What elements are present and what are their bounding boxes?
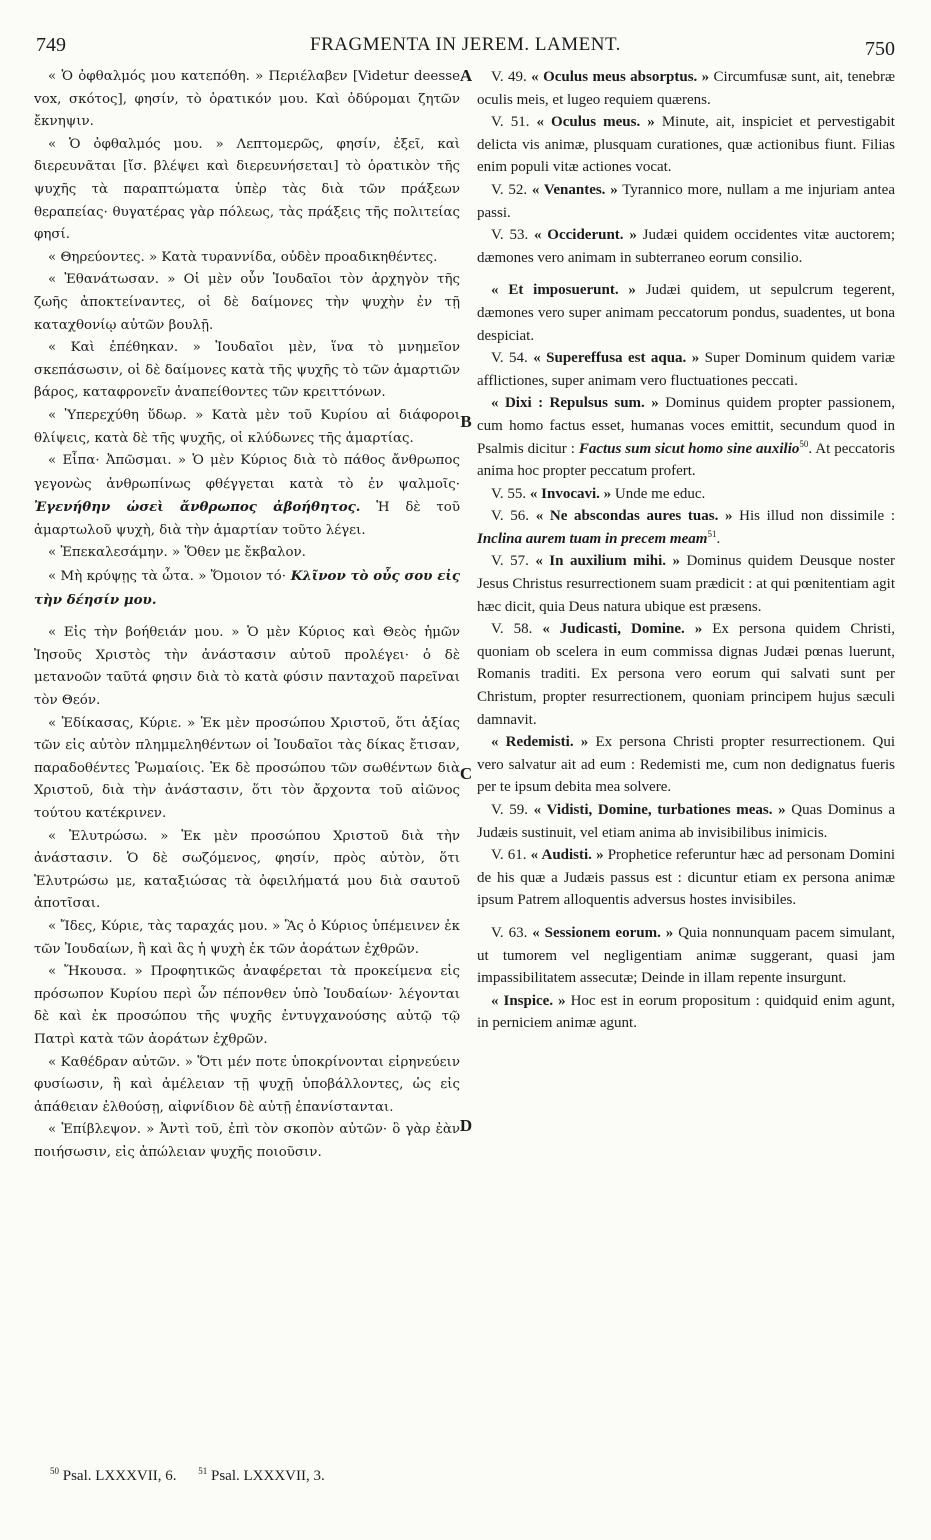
lemma: « Ἐπίβλεψον. » [48,1122,155,1138]
lemma: « In auxilium mihi. » [528,553,680,570]
lemma: « Ὁ ὀφθαλμός μου κατεπόθη. » [48,69,264,84]
paragraph [477,618,895,731]
lemma: « Supereffusa est aqua. » [527,350,700,367]
paragraph [477,990,895,1035]
scripture-citation: Inclina aurem tuam in precem meam [477,530,708,547]
commentary-text: Ὁ μὲν Κύριος διὰ τὸ πάθος ἄνθρωπος γεγονὼς ἀνθρωπίνως φθέγγεται κατὰ τὸ ἐν ψαλμοῖς· [34,453,460,492]
commentary-text: Ἀντὶ τοῦ, ἐπὶ τὸν σκοπὸν αὐτῶν· ὃ γὰρ ἐὰν ποιήσωσιν, εἰς ἀπώλειαν ψυχῆς ποιοῦσιν. [34,1122,461,1160]
verse-number: V. 52. [491,181,528,198]
paragraph [477,550,895,618]
footnote-ref: 51 [707,528,717,539]
section-marker-b: B [460,412,472,431]
lemma: « Occiderunt. » [528,227,637,244]
commentary-text: Ex persona Christi propter resurrectionem. Qui vero salvatur ait ad eum : Redemisti me, cum non dedignatus fueris per te ipsum debita mea solvere. [477,734,896,796]
paragraph [34,1052,460,1120]
lemma: « Καὶ ἐπέθηκαν. » [48,340,201,356]
paragraph [34,269,460,337]
lemma: « Judicasti, Domine. » [532,621,703,638]
paragraph [477,844,895,912]
greek-column [34,66,460,1165]
commentary-text: Tyrannico more, nullam a me injuriam antea passi. [477,181,895,221]
commentary-text: . [716,530,721,547]
commentary-text: Minute, ait, inspiciet et pervestigabit delicta vis animæ, plusquam curationes, quæ actionibus fiunt. Filias enim populi vitæ actiones vocat. [477,114,895,176]
commentary-text: Circumfusæ sunt, ait, tenebræ oculis meis, et lugeo requiem quærens. [477,69,896,108]
commentary-text: Prophetice referuntur hæc ad personam Domini de his quæ a Judæis passus est : dicuntur etiam ex persona animæ ipsum Patrem alloquentis adversus hostes invisibiles. [477,847,895,909]
lemma: « Ὁ ὀφθαλμός μου. » [48,136,224,152]
paragraph [477,279,895,347]
commentary-text: Quia nonnunquam pacem simulant, ut tumorem vel negligentiam animæ suggerant, quasi jam impassibilitatem assecutæ; Deinde in illam repente insurgunt. [477,924,895,987]
commentary-text: Οἱ μὲν οὖν Ἰουδαῖοι τὸν ἀρχηγὸν τῆς ζωῆς ἀποκτείναντες, οἱ δὲ δαίμονες τὴν ψυχὴν ἐν τῇ καταχθονίῳ αὐτῶν βουλῇ. [34,272,460,333]
lemma: « Oculus meus. » [529,114,655,131]
paragraph [477,347,895,392]
paragraph [34,66,460,134]
verse-number: V. 51. [491,114,530,131]
commentary-text: Περιέλαβεν [Videtur deesse vox, σκότος], φησίν, τὸ ὁρατικόν μου. Καὶ ὀδύρομαι ζητῶν ἔκνηψιν. [34,69,460,130]
lemma: « Θηρεύοντες. » [48,249,158,265]
commentary-text: Ἃς ὁ Κύριος ὑπέμεινεν ἐκ τῶν Ἰουδαίων, ἢ καὶ ἃς ἡ ψυχὴ ἐκ τῶν ἀοράτων ἐχθρῶν. [34,918,460,957]
verse-number: V. 63. [491,924,528,941]
lemma: « Audisti. » [526,847,604,864]
lemma: « Ἤκουσα. » [48,964,143,980]
paragraph [477,505,895,550]
lemma: « Ἐπεκαλεσάμην. » [48,545,181,561]
footnote: $^{51}$ Psal. LXXXVII, 3. [198,1466,325,1484]
lemma: « Ἐδίκασας, Κύριε. » [48,715,196,731]
commentary-text: Κατὰ μὲν τοῦ Κυρίου αἱ διάφοροι θλίψεις, κατὰ δὲ τῆς ψυχῆς, οἱ κλύδωνες τῆς ἁμαρτίας. [34,407,460,446]
lemma: « Et imposuerunt. » [491,282,636,299]
lemma: « Εἰς τὴν βοήθειάν μου. » [48,625,240,641]
paragraph [477,922,895,990]
paragraph [477,731,895,799]
paragraph [34,622,460,712]
paragraph [477,483,895,506]
commentary-text: Ἐκ μὲν προσώπου Χριστοῦ διὰ τὴν ἀνάστασιν. Ὁ δὲ σωζόμενος, φησίν, πρὸς αὐτὸν, ὅτι Ἐλυτρώσω με, καταξιώσας τὰ ὀφειλήματά μου διὰ σαυτοῦ ἀποτῖσαι. [34,828,460,912]
page-number-left: 749 [36,34,66,56]
lemma: « Inspice. » [491,992,566,1009]
lemma: « Invocavi. » [526,485,612,502]
section-marker-a: A [459,66,473,85]
paragraph [34,713,460,826]
commentary-text: Ex persona quidem Christi, quoniam ob scelera in eum commissa dignas Judæi pœnas luerunt, Romanis traditi. Ex persona vero eorum qui salvati sunt per Christum, propter resurrectionem, quoniam principem hujus sæculi damnavit. [477,621,895,728]
commentary-text: Ὅμοιον τό· [206,569,286,585]
lemma: « Εἶπα· Ἀπῶσμαι. » [48,453,187,469]
commentary-text: Hoc est in eorum propositum : quidquid enim agunt, in perniciem animæ agunt. [477,992,896,1032]
paragraph [477,111,895,179]
footnote-ref: 50 [799,438,809,449]
verse-number: V. 53. [491,227,529,244]
paragraph [34,916,460,961]
commentary-text: Ἰουδαῖοι μὲν, ἵνα τὸ μνημεῖον σκεπάσωσιν, οἱ δὲ δαίμονες κατὰ τῆς ψυχῆς τὸ τῶν ἁμαρτιῶν βάρος, καταφρονεῖν ἀναπείθοντες τῶν κρειττόνων. [34,340,460,401]
commentary-text: His illud non dissimile : [732,508,895,525]
section-marker-c: C [459,764,473,783]
footnotes [50,1466,343,1485]
lemma: « Ἴδες, Κύριε, τὰς ταραχάς μου. » [48,918,281,934]
page-number-right: 750 [865,38,895,60]
lemma: « Ἐλυτρώσω. » [48,828,169,844]
verse-number: V. 54. [491,350,528,367]
commentary-text: Judæi quidem, ut sepulcrum tegerent, dæmones vero super animam peccatorum pondus, suadentes, ut bona despiciat. [477,282,895,344]
verse-number: V. 58. [491,621,533,638]
lemma: « Καθέδραν αὐτῶν. » [48,1054,193,1070]
running-title: FRAGMENTA IN JEREM. LAMENT. [310,34,621,55]
paragraph [34,961,460,1051]
commentary-text: Dominus quidem propter passionem, cum homo factus esset, humanas voces emittit, secundum quod in Psalmis dicitur : [477,395,896,457]
footnote: $^{50}$ Psal. LXXXVII, 6. [50,1466,177,1484]
verse-number: V. 59. [491,802,529,818]
paragraph [477,799,895,844]
verse-number: V. 61. [491,847,527,864]
latin-column [477,66,895,1035]
commentary-text: Κατὰ τυραννίδα, οὐδὲν προαδικηθέντες. [157,249,438,265]
commentary-text: Super Dominum quidem variæ afflictiones, super animam vero fluctuationes peccati. [477,350,895,389]
commentary-text: Ὁ μὲν Κύριος καὶ Θεὸς ἡμῶν Ἰησοῦς Χριστὸς τὴν ἀνάστασιν αὐτοῦ προλέγει· ὁ δὲ μετανοῶν ταῦτά φησιν διὰ τὸ κατὰ φύσιν πανταχοῦ παρεῖναι τὸν Θεόν. [34,625,460,709]
commentary-text: Ἡ δὲ τοῦ ἁμαρτωλοῦ ψυχὴ, διὰ τὴν ἁμαρτίαν τοῦτο λέγει. [34,500,460,538]
section-marker-d: D [459,1116,473,1135]
paragraph [34,247,460,270]
paragraph [34,134,460,247]
scripture-citation: Ἐγενήθην ὡσεὶ ἄνθρωπος ἀβοήθητος. [34,499,361,516]
commentary-text: Προφητικῶς ἀναφέρεται τὰ προκείμενα εἰς πρόσωπον Κυρίου περὶ ὧν πέπονθεν ὑπὸ Ἰουδαίων· λέγονται δὲ καὶ ἐκ προσώπου τῆς ψυχῆς ἐντυγχανούσης αὐτῷ τῷ Πατρὶ κατὰ τῶν ἀοράτων ἐχθρῶν. [34,964,460,1047]
lemma: « Vidisti, Domine, turbationes meas. » [528,802,786,818]
paragraph [477,392,895,482]
commentary-text: Ὅτι μέν ποτε ὑποκρίνονται εἰρηνεύειν φυσίωσιν, ἢ καὶ ἀμέλειαν τῇ ψυχῇ ὑποβάλλοντες, ὡς εἰς ἀπάθειαν ἐλθούσῃ, αἰφνίδιον δὲ αὐτῇ ἐπανίστανται. [34,1054,460,1115]
commentary-text: Quas Dominus a Judæis sustinuit, vel etiam anima ab invisibilibus inimicis. [477,802,895,841]
lemma: « Redemisti. » [491,734,589,751]
commentary-text: Λεπτομερῶς, φησίν, ἐξεῖ, καὶ διερευνᾶται [ἴσ. βλέψει καὶ διερευνήσεται] τὸ ὁρατικὸν τῆς ψυχῆς τὰ παραπτώματα ὑπὲρ τὰς διὰ τῶν πράξεων θεραπείας· θυγατέρας γὰρ πόλεως, τὰς πράξεις τῆς πολιτείας φησί. [34,136,460,243]
paragraph [34,337,460,405]
commentary-text: . At peccatoris anima hoc propter peccatum profert. [477,440,895,480]
commentary-text: Judæi quidem occidentes vitæ auctorem; dæmones vero animam in subterraneo eorum consilio. [477,227,895,266]
verse-number: V. 55. [491,485,527,502]
paragraph [477,179,895,224]
lemma: « Sessionem eorum. » [527,924,674,941]
paragraph [34,1119,460,1164]
verse-number: V. 57. [491,553,529,570]
commentary-text: Ἐκ μὲν προσώπου Χριστοῦ, ὅτι ἀξίας τῶν εἰς αὐτὸν πλημμεληθέντων οἱ Ἰουδαῖοι τὰς δίκας ἔτισαν, παραδοθέντες Ῥωμαίοις. Ἐκ δὲ προσώπου τῶν σωθέντων διὰ Χριστοῦ, διὰ τὴν ἀνάστασιν, ὅτι τὸν ἄρχοντα τοῦ αἰῶνος τούτου κατέκρινεν. [34,715,460,821]
lemma: « Venantes. » [527,181,618,198]
lemma: « Dixi : Repulsus sum. » [491,395,659,412]
page-header [36,34,895,60]
lemma: « Oculus meus absorptus. » [526,69,710,85]
paragraph [34,565,460,612]
lemma: « Ὑπερεχύθη ὕδωρ. » [48,407,204,423]
paragraph [34,542,460,565]
scripture-citation: Factus sum sicut homo sine auxilio [574,440,800,457]
lemma: « Ne abscondas aures tuas. » [529,508,733,525]
paragraph [34,450,460,542]
commentary-text: Unde me educ. [611,485,706,502]
paragraph [477,224,895,269]
scripture-citation: Κλῖνον τὸ οὖς σου εἰς τὴν δέησίν μου. [34,568,460,608]
verse-number: V. 56. [491,508,530,525]
verse-number: V. 49. [491,69,527,85]
commentary-text: Ὅθεν με ἔκβαλον. [180,545,306,561]
lemma: « Ἐθανάτωσαν. » [48,272,176,288]
commentary-text: Dominus quidem Deusque noster Jesus Christus resurrectionem suam prædicit : at qui pœnitentiam agit hæc dicit, quia Deus natura ubique est præsens. [477,553,896,615]
lemma: « Μὴ κρύψῃς τὰ ὦτα. » [48,569,207,585]
paragraph [34,405,460,450]
paragraph [34,826,460,916]
paragraph [477,66,895,111]
